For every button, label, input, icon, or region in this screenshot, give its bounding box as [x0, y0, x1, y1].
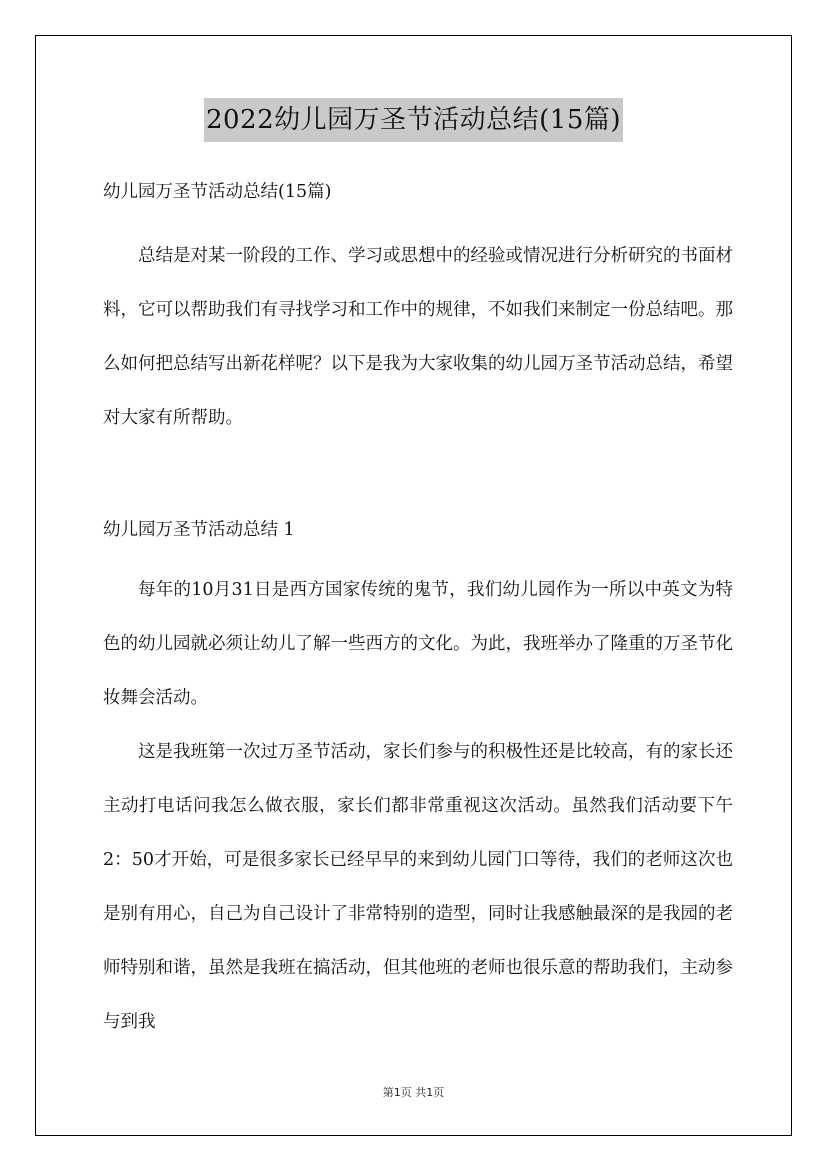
body-paragraph: 这是我班第一次过万圣节活动，家长们参与的积极性还是比较高，有的家长还主动打电话问我怎么做衣服，家长们都非常重视这次活动。虽然我们活动要下午2：50才开始，可是很多家长已经早早的来到幼儿园门口等待，我们的老师这次也是别有用心，自己为自己设计了非常特别的造型，同时让我感触最深的是我园的老师特别和谐，虽然是我班在搞活动，但其他班的老师也很乐意的帮助我们，主动参与到我	[103, 742, 733, 1032]
page-footer: 第1页 共1页	[382, 1086, 445, 1099]
title-container	[0, 98, 827, 142]
section-heading: 幼儿园万圣节活动总结 1	[103, 520, 295, 540]
document-body	[103, 177, 733, 1049]
document-subtitle: 幼儿园万圣节活动总结(15篇)	[103, 182, 332, 202]
body-paragraph: 每年的10月31日是西方国家传统的鬼节，我们幼儿园作为一所以中英文为特色的幼儿园就必须让幼儿了解一些西方的文化。为此，我班举办了隆重的万圣节化妆舞会活动。	[103, 580, 733, 708]
document-title: 2022幼儿园万圣节活动总结(15篇)	[204, 98, 623, 142]
intro-paragraph: 总结是对某一阶段的工作、学习或思想中的经验或情况进行分析研究的书面材料，它可以帮助我们有寻找学习和工作中的规律，不如我们来制定一份总结吧。那么如何把总结写出新花样呢？以下是我为大家收集的幼儿园万圣节活动总结，希望对大家有所帮助。	[103, 246, 733, 428]
